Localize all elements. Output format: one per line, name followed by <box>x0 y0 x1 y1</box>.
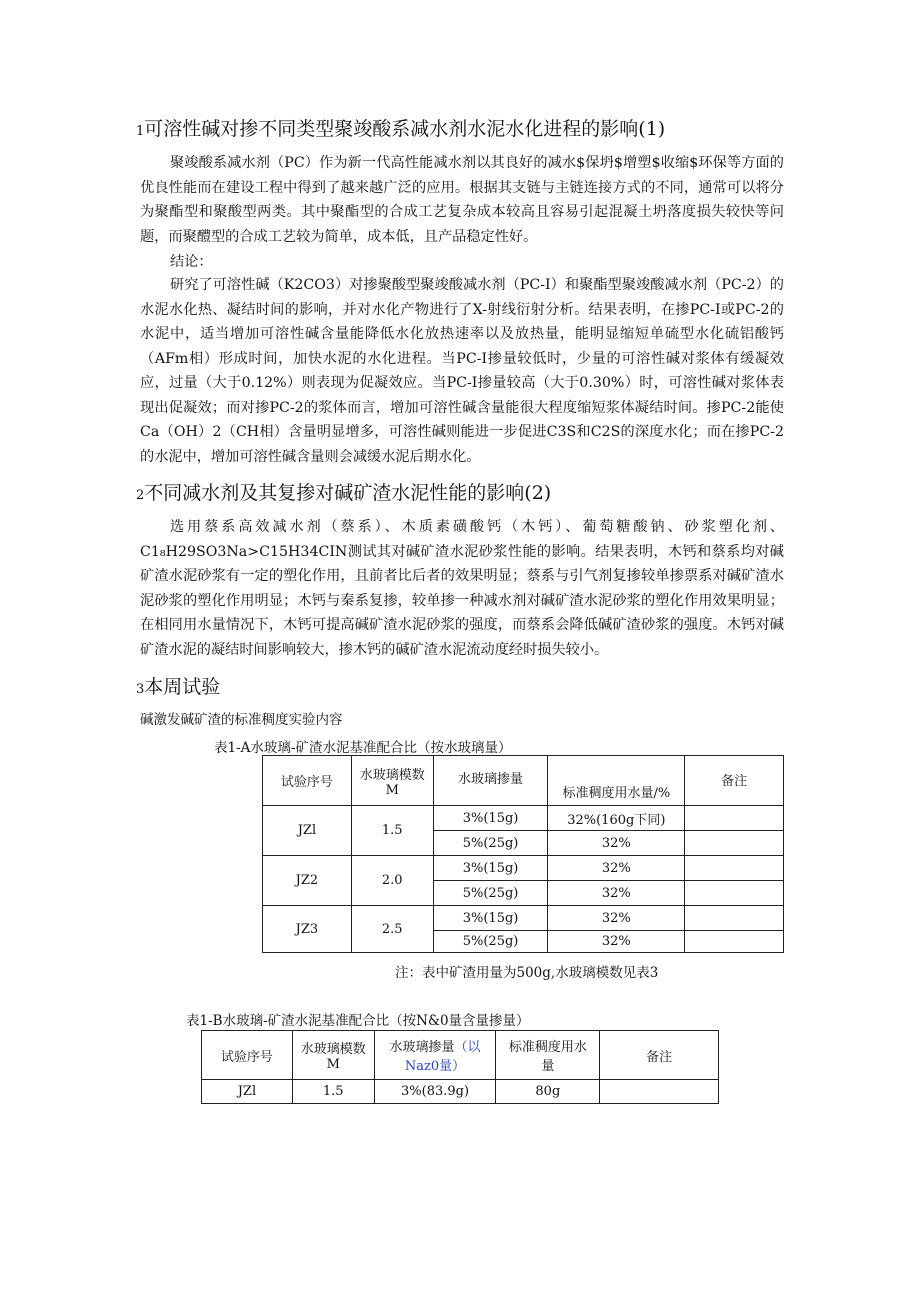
table-a-header-dose: 水玻璃掺量 <box>433 756 548 806</box>
table-row <box>263 906 784 931</box>
table-a-header-water: 标准稠度用水量/% <box>548 756 685 806</box>
table-a-water: 32% <box>548 881 685 906</box>
table-a-dose: 3%(15g) <box>433 906 548 931</box>
section-2-title: 不同减水剂及其复掺对碱矿渣水泥性能的影响(2) <box>144 482 552 504</box>
table-a-water: 32% <box>548 906 685 931</box>
table-a-note <box>685 906 784 931</box>
table-a-seq-jz2: JZ2 <box>263 856 352 906</box>
section-2-number: 2 <box>136 488 145 503</box>
table-b-header-water: 标准稠度用水 量 <box>496 1031 600 1080</box>
section-2-paragraph: 选用蔡系高效减水剂（蔡系）、木质素磺酸钙（木钙）、葡萄糖酸钠、砂浆塑化剂、C1₈H29SO3Na>C15H34CIN测试其对碱矿渣水泥砂浆性能的影响。结果表明，木钙和蔡系均对碱矿渣水泥砂浆有一定的塑化作用，且前者比后者的效果明显；蔡系与引气剂复掺较单掺票系对碱矿渣水泥砂浆的塑化作用明显；木钙与秦系复掺，较单掺一种减水剂对碱矿渣水泥砂浆的塑化作用效果明显；在相同用水量情况下，木钙可提高碱矿渣水泥砂浆的强度，而蔡系会降低碱矿渣砂浆的强度。木钙对碱矿渣水泥的凝结时间影响较大，掺木钙的碱矿渣水泥流动度经时损失较小。 <box>140 519 784 658</box>
table-a-modulus-jz3: 2.5 <box>351 906 433 953</box>
table-a-note-text: 注：表中矿渣用量为500g,水玻璃模数见表3 <box>395 965 659 981</box>
table-b-caption: 表1-B水玻璃-矿渣水泥基准配合比（按N&0量含量掺量） <box>186 1013 530 1029</box>
table-a-caption: 表1-A水玻璃-矿渣水泥基准配合比（按水玻璃量） <box>214 740 512 756</box>
table-a-note <box>685 881 784 906</box>
table-a-dose: 3%(15g) <box>433 806 548 831</box>
table-a <box>262 755 784 953</box>
table-a-dose: 5%(25g) <box>433 831 548 856</box>
table-b-header-row <box>202 1031 719 1080</box>
table-a-header-note: 备注 <box>685 756 784 806</box>
table-b-water: 80g <box>496 1080 600 1104</box>
section-1-heading <box>136 117 665 144</box>
section-1-paragraph: 聚竣酸系减水剂（PC）作为新一代高性能减水剂以其良好的减水$保坍$增塑$收缩$环保等方面的优良性能而在建设工程中得到了越来越广泛的应用。根据其支链与主链连接方式的不同，通常可以将分为聚酯型和聚酸型两类。其中聚酯型的合成工艺复杂成本较高且容易引起混凝土坍落度损失较快等问题，而聚醴型的合成工艺较为简单，成本低，且产品稳定性好。 <box>140 155 784 245</box>
table-a-seq-jz3: JZ3 <box>263 906 352 953</box>
table-row <box>202 1080 719 1104</box>
table-a-note <box>685 831 784 856</box>
section-3-title: 本周试验 <box>144 676 221 698</box>
section-3-intro: 碱激发碱矿渣的标准稠度实验内容 <box>140 712 343 728</box>
section-1-number: 1 <box>136 124 145 139</box>
table-a-note <box>685 931 784 953</box>
section-3-heading <box>136 675 220 702</box>
section-3-number: 3 <box>136 682 145 697</box>
table-a-note <box>685 806 784 831</box>
table-b-modulus: 1.5 <box>292 1080 374 1104</box>
table-b-header-seq: 试验序号 <box>202 1031 293 1080</box>
conclusion-paragraph: 研究了可溶性碱（K2CO3）对掺聚酸型聚竣酸减水剂（PC-I）和聚酯型聚竣酸减水剂（PC-2）的水泥水化热、凝结时间的影响，并对水化产物进行了X-射线衍射分析。结果表明，在掺PC-I或PC-2的水泥中，适当增加可溶性碱含量能降低水化放热速率以及放热量，能明显缩短单硫型水化硫铝酸钙（AFm相）形成时间，加快水泥的水化进程。当PC-I掺量较低时，少量的可溶性碱对浆体有缓凝效应，过量（大于0.12%）则表现为促凝效应。当PC-I掺量较高（大于0.30%）时，可溶性碱对浆体表现出促凝效；而对掺PC-2的浆体而言，增加可溶性碱含量能很大程度缩短浆体凝结时间。掺PC-2能使Ca（OH）2（CH相）含量明显增多，可溶性碱则能进一步促进C3S和C2S的深度水化；而在掺PC-2的水泥中，增加可溶性碱含量则会减缓水泥后期水化。 <box>140 277 784 465</box>
table-a-header-modulus: 水玻璃模数 M <box>351 756 433 806</box>
table-b-dose: 3%(83.9g) <box>374 1080 496 1104</box>
table-a-dose: 5%(25g) <box>433 881 548 906</box>
section-1-title: 可溶性碱对掺不同类型聚竣酸系减水剂水泥水化进程的影响(1) <box>144 118 666 140</box>
table-a-modulus-jz2: 2.0 <box>351 856 433 906</box>
table-a-header-seq: 试验序号 <box>263 756 352 806</box>
conclusion-label: 结论： <box>170 254 213 270</box>
table-b <box>201 1030 719 1104</box>
table-b-note <box>600 1080 719 1104</box>
table-a-header-row <box>263 756 784 806</box>
table-a-dose: 3%(15g) <box>433 856 548 881</box>
table-b-header-note: 备注 <box>600 1031 719 1080</box>
table-a-water: 32% <box>548 831 685 856</box>
table-b-header-modulus: 水玻璃模数 M <box>292 1031 374 1080</box>
section-2-heading <box>136 481 551 508</box>
table-b-seq: JZl <box>202 1080 293 1104</box>
table-row <box>263 856 784 881</box>
table-a-note <box>685 856 784 881</box>
table-a-seq-jz1: JZl <box>263 806 352 856</box>
table-a-modulus-jz1: 1.5 <box>351 806 433 856</box>
table-row <box>263 806 784 831</box>
table-b-header-dose: 水玻璃掺量（以 Naz0量） <box>374 1031 496 1080</box>
table-a-water: 32% <box>548 856 685 881</box>
table-a-water: 32%(160g下同) <box>548 806 685 831</box>
table-a-dose: 5%(25g) <box>433 931 548 953</box>
table-a-water: 32% <box>548 931 685 953</box>
